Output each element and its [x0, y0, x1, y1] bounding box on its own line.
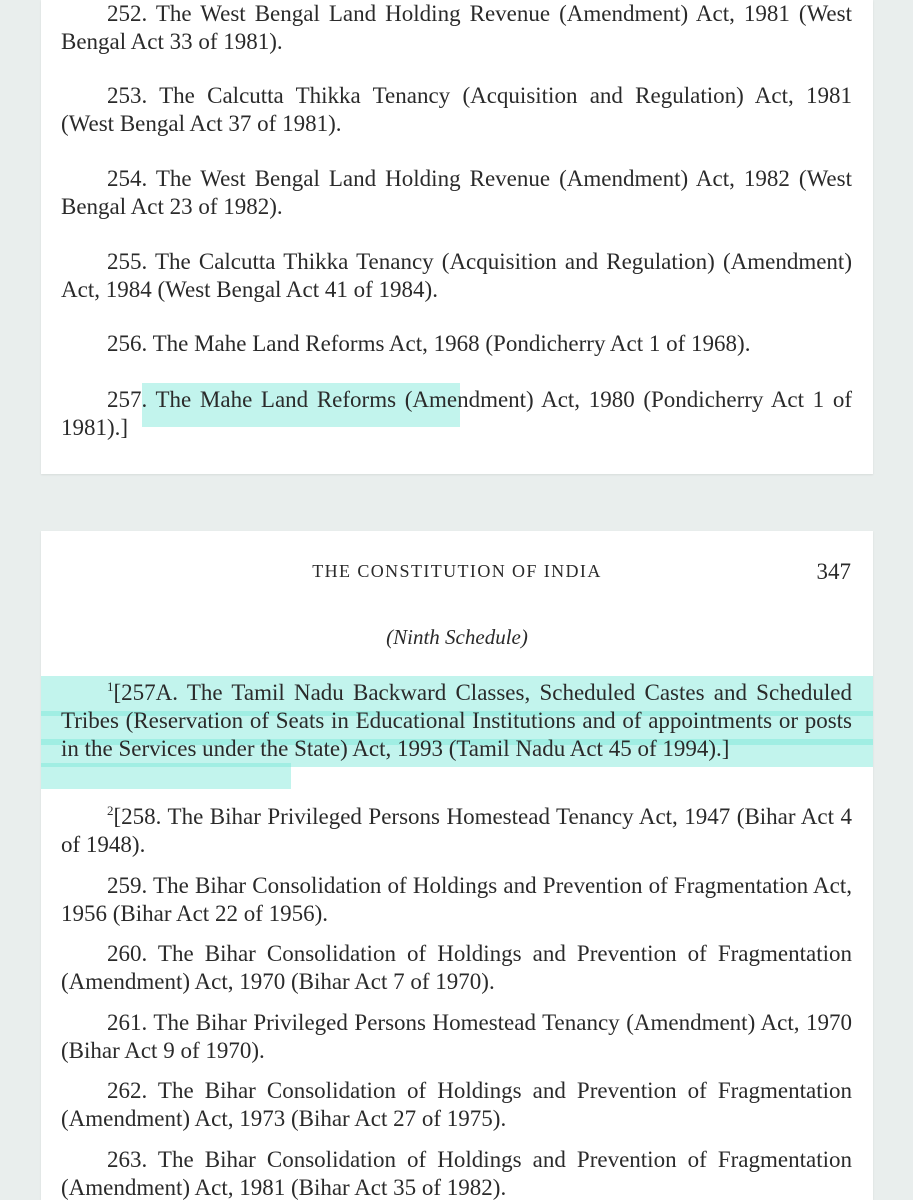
entry-text: The Bihar Consolidation of Holdings and Prevention of Fragmentation Act, 1956 (Bihar Act 22 of 1956).	[61, 873, 852, 926]
footnote-marker: 2	[107, 803, 114, 818]
entry-number: 256.	[107, 331, 148, 356]
entry-text: The Calcutta Thikka Tenancy (Acquisition and Regulation) Act, 1981 (West Bengal Act 37 of 1981).	[61, 83, 852, 136]
entry-number: 259.	[107, 873, 148, 898]
entry-text: The Bihar Consolidation of Holdings and Prevention of Fragmentation (Amendment) Act, 1973 (Bihar Act 27 of 1975).	[61, 1078, 852, 1131]
schedule-entry-261	[61, 1009, 852, 1065]
entry-number: 255.	[107, 249, 148, 274]
schedule-entry-253	[61, 82, 852, 138]
entry-text: The Bihar Privileged Persons Homestead Tenancy Act, 1947 (Bihar Act 4 of 1948).	[61, 804, 852, 857]
schedule-entry-254	[61, 165, 852, 221]
entry-number: 263.	[107, 1147, 148, 1172]
entry-text: The Bihar Consolidation of Holdings and Prevention of Fragmentation (Amendment) Act, 1981 (Bihar Act 35 of 1982).	[61, 1147, 852, 1200]
schedule-entry-260	[61, 940, 852, 996]
entry-text: The Mahe Land Reforms Act, 1968 (Pondicherry Act 1 of 1968).	[152, 331, 751, 356]
entry-text: The Bihar Privileged Persons Homestead Tenancy (Amendment) Act, 1970 (Bihar Act 9 of 1970).	[61, 1010, 853, 1063]
schedule-entry-252	[61, 0, 852, 56]
entry-number: [257A.	[113, 680, 179, 705]
document-page-top	[41, 0, 873, 474]
schedule-entry-257	[61, 386, 852, 442]
entry-number: 252.	[107, 1, 148, 26]
entry-text: The Calcutta Thikka Tenancy (Acquisition and Regulation) (Amendment) Act, 1984 (West Bengal Act 41 of 1984).	[61, 249, 852, 302]
schedule-entry-259	[61, 872, 852, 928]
schedule-entry-255	[61, 248, 852, 304]
entry-text: The West Bengal Land Holding Revenue (Amendment) Act, 1981 (West Bengal Act 33 of 1981).	[61, 1, 852, 54]
entry-number: [258.	[113, 804, 162, 829]
section-title: (Ninth Schedule)	[386, 625, 528, 649]
entry-text: The Tamil Nadu Backward Classes, Scheduled Castes and Scheduled Tribes (Reservation of Seats in Educational Institutions and of appointments or posts in the Services under the State) Act, 1993 (Tamil Nadu Act 45 of 1994).]	[61, 680, 852, 761]
schedule-entry-262	[61, 1077, 852, 1133]
entry-text: The West Bengal Land Holding Revenue (Amendment) Act, 1982 (West Bengal Act 23 of 1982).	[61, 166, 852, 219]
entry-number: 254.	[107, 166, 148, 191]
schedule-entry-263	[61, 1146, 852, 1200]
footnote-marker: 1	[107, 679, 114, 694]
entry-number: 253.	[107, 83, 148, 108]
entry-number: 261.	[107, 1010, 148, 1035]
schedule-entry-257A	[61, 679, 852, 763]
entry-text: The Bihar Consolidation of Holdings and Prevention of Fragmentation (Amendment) Act, 1970 (Bihar Act 7 of 1970).	[61, 941, 852, 994]
entry-number: 262.	[107, 1078, 148, 1103]
entry-text: The Mahe Land Reforms (Amendment) Act, 1980 (Pondicherry Act 1 of 1981).]	[61, 387, 852, 440]
running-head: THE CONSTITUTION OF INDIA	[312, 561, 602, 581]
schedule-entry-256	[61, 330, 852, 358]
entry-number: 257.	[107, 387, 148, 412]
page-number: 347	[816, 559, 851, 584]
text-highlight	[41, 763, 291, 789]
entry-number: 260.	[107, 941, 148, 966]
document-page-347	[41, 531, 873, 1200]
schedule-entry-258	[61, 803, 852, 859]
